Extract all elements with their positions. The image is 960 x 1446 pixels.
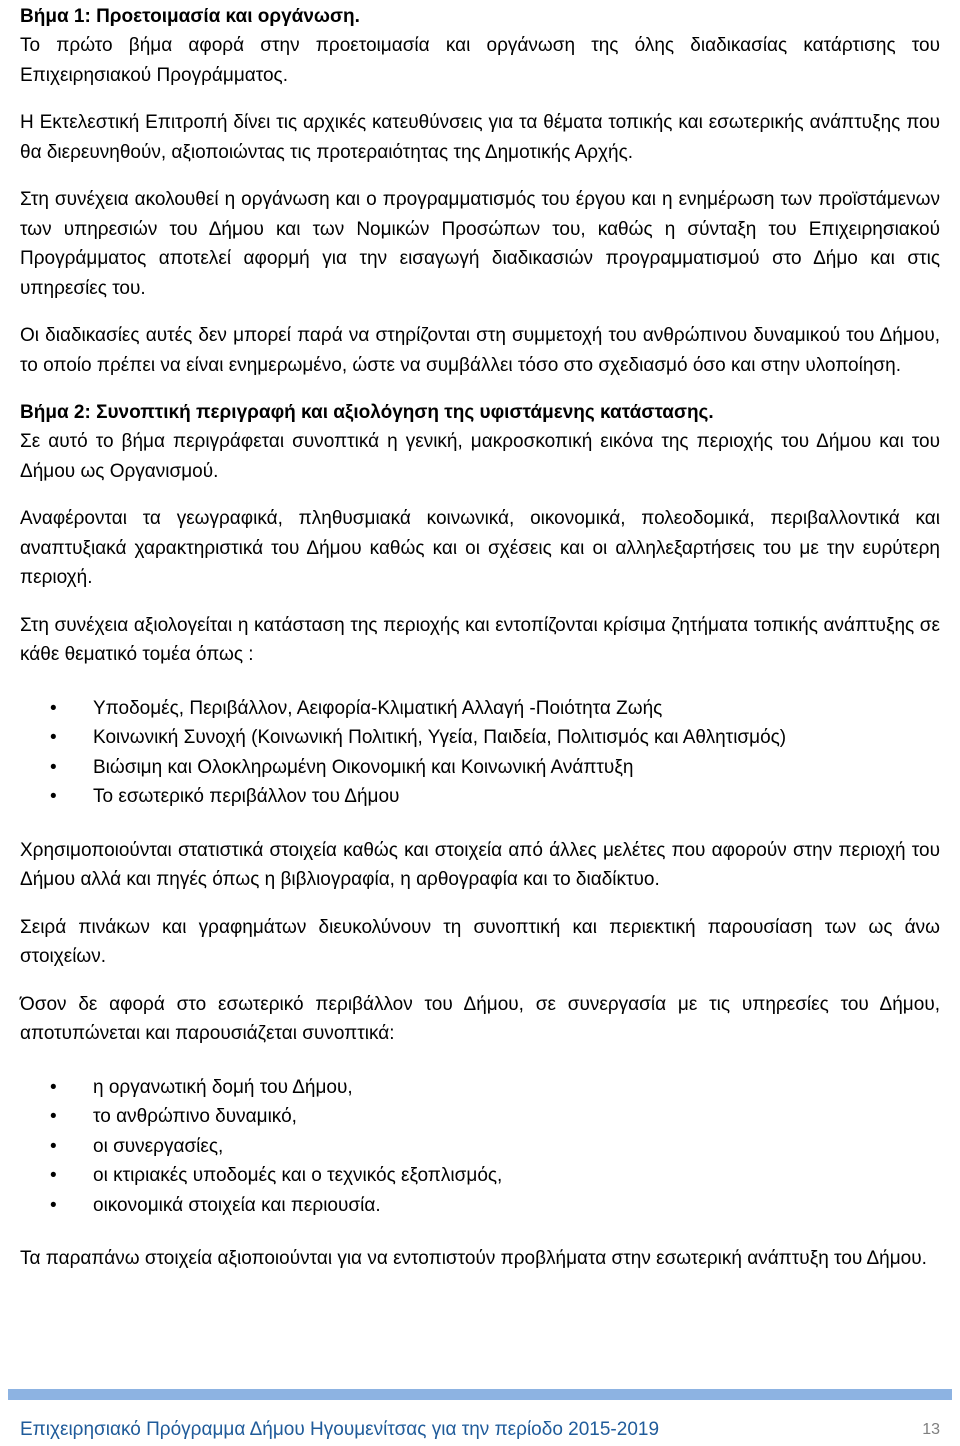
- list-item: • Κοινωνική Συνοχή (Κοινωνική Πολιτική, Υγεία, Παιδεία, Πολιτισμός και Αθλητισμός): [20, 723, 940, 753]
- bullet-icon: •: [50, 1194, 57, 1216]
- sector-list: [20, 694, 940, 812]
- footer-rule: [8, 1389, 952, 1400]
- bullet-icon: •: [50, 727, 57, 748]
- list-item: • Υποδομές, Περιβάλλον, Αειφορία-Κλιματική Αλλαγή -Ποιότητα Ζωής: [20, 694, 940, 724]
- list-item: • οικονομικά στοιχεία και περιουσία.: [20, 1191, 940, 1221]
- step2-geo-paragraph: Αναφέρονται τα γεωγραφικά, πληθυσμιακά κοινωνικά, οικονομικά, πολεοδομικά, περιβαλλοντικά και αναπτυξιακά χαρακτηριστικά του Δήμου καθώς και οι σχέσεις και οι αλληλεξαρτήσεις του με την ευρύτερη περιοχή.: [20, 508, 940, 588]
- list-item: • οι συνεργασίες,: [20, 1132, 940, 1162]
- step1-paragraph-3: Στη συνέχεια ακολουθεί η οργάνωση και ο προγραμματισμός του έργου και η ενημέρωση των προϊστάμενων των υπηρεσιών του Δήμου και των Νομικών Προσώπων του, καθώς η σύνταξη του Επιχειρησιακού Προγράμματος αποτελεί αφορμή για την εισαγωγή διαδικασιών προγραμματισμού στο Δήμο και στις υπηρεσίες του.: [20, 189, 940, 299]
- list-item: • Βιώσιμη και Ολοκληρωμένη Οικονομική και Κοινωνική Ανάπτυξη: [20, 753, 940, 783]
- bullet-icon: •: [50, 1165, 57, 1186]
- step2-intro: Σε αυτό το βήμα περιγράφεται συνοπτικά η γενική, μακροσκοπική εικόνα της περιοχής του Δήμου και του Δήμου ως Οργανισμού.: [20, 431, 940, 482]
- bullet-icon: •: [50, 1076, 57, 1098]
- list-item: • Το εσωτερικό περιβάλλον του Δήμου: [20, 782, 940, 812]
- step2-eval-paragraph: Στη συνέχεια αξιολογείται η κατάσταση της περιοχής και εντοπίζονται κρίσιμα ζητήματα τοπικής ανάπτυξης σε κάθε θεματικό τομέα όπως :: [20, 614, 940, 665]
- document-page: [20, 0, 940, 1274]
- step2-stats-paragraph: Χρησιμοποιούνται στατιστικά στοιχεία καθώς και στοιχεία από άλλες μελέτες που αφορούν στην περιοχή του Δήμου αλλά και πηγές όπως η βιβλιογραφία, η αρθογραφία και το διαδίκτυο.: [20, 839, 940, 890]
- page-footer: [20, 1414, 940, 1446]
- page-number: 13: [922, 1421, 940, 1438]
- step1-heading: Βήμα 1: Προετοιμασία και οργάνωση.: [20, 6, 360, 27]
- bullet-icon: •: [50, 1106, 57, 1127]
- step2-heading: Βήμα 2: Συνοπτική περιγραφή και αξιολόγηση της υφιστάμενης κατάστασης.: [20, 402, 714, 423]
- bullet-icon: •: [50, 756, 57, 778]
- step2-internal-paragraph: Όσον δε αφορά στο εσωτερικό περιβάλλον του Δήμου, σε συνεργασία με τις υπηρεσίες του Δήμου, αποτυπώνεται και παρουσιάζεται συνοπτικά:: [20, 993, 940, 1044]
- bullet-icon: •: [50, 1135, 57, 1157]
- step1-paragraph-4: Οι διαδικασίες αυτές δεν μπορεί παρά να στηρίζονται στη συμμετοχή του ανθρώπινου δυναμικού του Δήμου, το οποίο πρέπει να είναι ενημερωμένο, ώστε να συμβάλλει τόσο στο σχεδιασμό όσο και στην υλοποίηση.: [20, 325, 940, 376]
- list-item: • το ανθρώπινο δυναμικό,: [20, 1102, 940, 1132]
- step2-final-paragraph: Τα παραπάνω στοιχεία αξιοποιούνται για να εντοπιστούν προβλήματα στην εσωτερική ανάπτυξη του Δήμου.: [20, 1248, 927, 1269]
- step1-paragraph-1: Το πρώτο βήμα αφορά στην προετοιμασία και οργάνωση της όλης διαδικασίας κατάρτισης του Επιχειρησιακού Προγράμματος.: [20, 35, 940, 86]
- bullet-icon: •: [50, 786, 57, 807]
- list-item: • οι κτιριακές υποδομές και ο τεχνικός εξοπλισμός,: [20, 1161, 940, 1191]
- bullet-icon: •: [50, 697, 57, 719]
- footer-title: Επιχειρησιακό Πρόγραμμα Δήμου Ηγουμενίτσας για την περίοδο 2015-2019: [20, 1419, 660, 1440]
- internal-list: [20, 1073, 940, 1221]
- list-item: • η οργανωτική δομή του Δήμου,: [20, 1073, 940, 1103]
- step1-paragraph-2: Η Εκτελεστική Επιτροπή δίνει τις αρχικές κατευθύνσεις για τα θέματα τοπικής και εσωτερικής ανάπτυξης που θα διερευνηθούν, αξιοποιώντας τις προτεραιότητας της Δημοτικής Αρχής.: [20, 112, 940, 163]
- step2-tables-paragraph: Σειρά πινάκων και γραφημάτων διευκολύνουν τη συνοπτική και περιεκτική παρουσίαση των ως άνω στοιχείων.: [20, 916, 940, 967]
